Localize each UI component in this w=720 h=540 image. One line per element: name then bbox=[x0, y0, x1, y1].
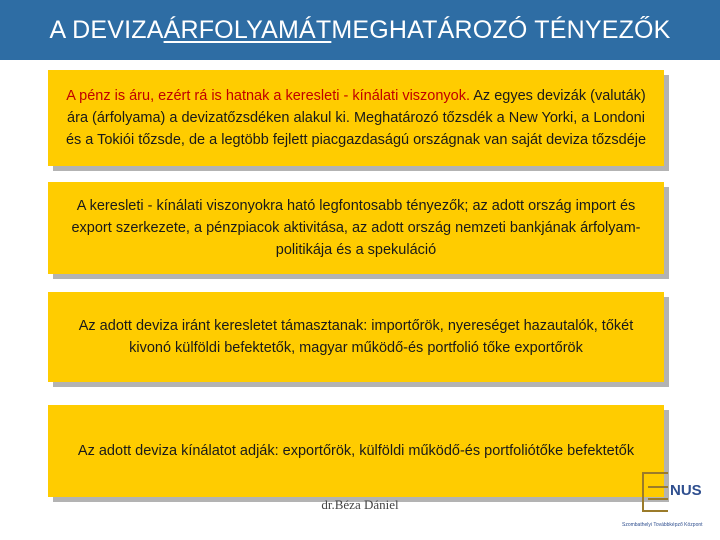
info-box-text: Az adott deviza iránt keresletet támasztanak: importőrök, nyereséget hazautalók, tőkét kivonó külföldi befektetők, magyar működő-és portfolió tőke exportőrök bbox=[78, 318, 634, 356]
title-part-2: MEGHATÁROZÓ TÉNYEZŐK bbox=[331, 15, 671, 44]
info-box-market bbox=[48, 70, 664, 166]
logo-name: NUS bbox=[670, 482, 702, 499]
body-text: Az egyes devizák (valuták) ára (árfolyama) a devizatőzsdéken alakul ki. Meghatározó tőzsdék a New Yorki, a Londoni és a Tokiói tőzsde, de a legtöbb fejlett piacgazdaságú országnak van saját deviza tőzsdéje bbox=[65, 88, 647, 148]
highlight-text: A pénz is áru, ezért rá is hatnak a keresleti - kínálati viszonyok. bbox=[66, 88, 471, 104]
info-box-factors bbox=[48, 182, 664, 274]
author-name: dr.Béza Dániel bbox=[321, 497, 399, 512]
title-part-1: A DEVIZA bbox=[49, 15, 164, 44]
info-box-text bbox=[58, 85, 654, 151]
logo-tagline: Szombathelyi Továbbképző Központ bbox=[622, 522, 703, 528]
title-underlined-word: ÁRFOLYAMÁT bbox=[163, 15, 332, 44]
logo-mark-icon bbox=[642, 472, 668, 512]
institution-logo bbox=[620, 464, 716, 534]
info-box-demand bbox=[48, 292, 664, 382]
info-box-supply bbox=[48, 405, 664, 497]
slide-title bbox=[0, 0, 720, 60]
info-box-text: Az adott deviza kínálatot adják: exportőrök, külföldi működő-és portfoliótőke befektetők bbox=[77, 443, 635, 459]
info-box-text: A keresleti - kínálati viszonyokra ható legfontosabb tényezők; az adott ország import és export szerkezete, a pénzpiacok aktivitása, az adott ország nemzeti bankjának árfolyam-politikája és a spekuláció bbox=[71, 198, 641, 258]
